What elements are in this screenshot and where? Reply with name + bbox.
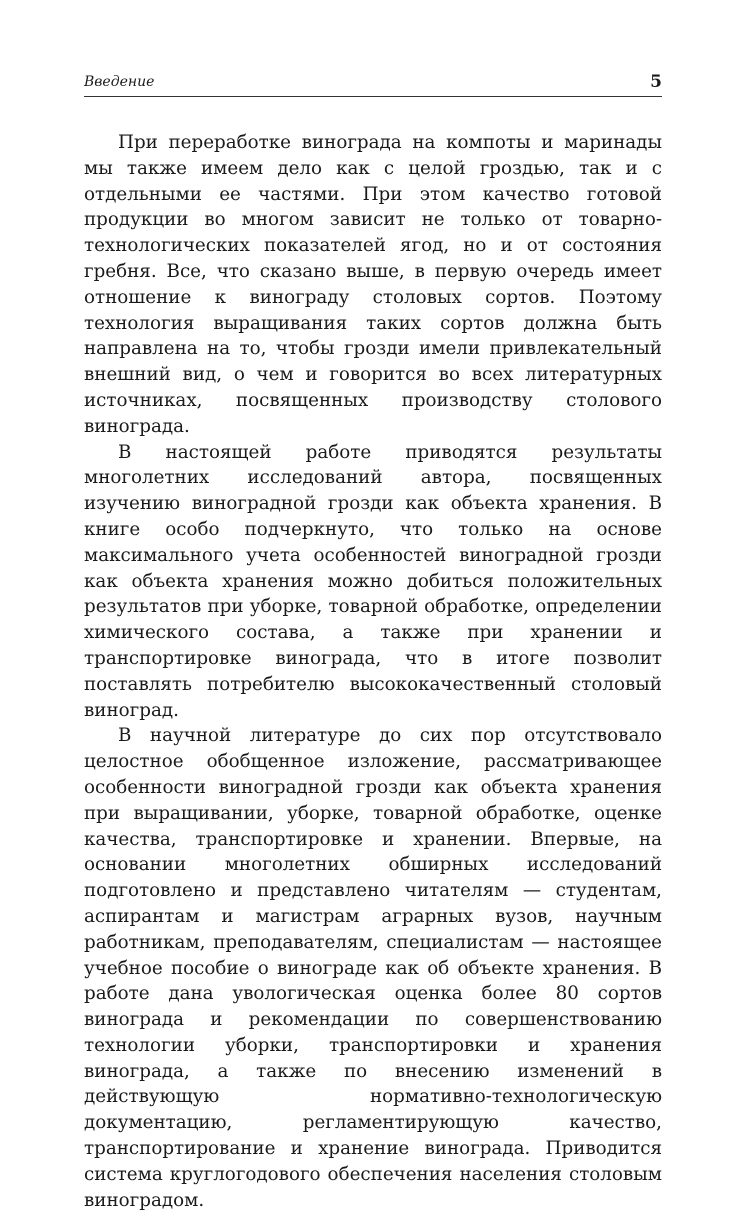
paragraph-3: В научной литературе до сих пор отсутствовало целостное обобщенное изложение, рассматривающее особенности виноградной грозди как объекта хранения при выращивании, уборке, товарной обработке, оценке качества, транспортировке и хранении. Впервые, на основании многолетних обширных исследований подготовлено и представлено читателям — студентам, аспирантам и магистрам аграрных вузов, научным работникам, преподавателям, специалистам — настоящее учебное пособие о винограде как об объекте хранения. В работе дана увологическая оценка более 80 сортов винограда и рекомендации по совершенствованию технологии уборки, транспортировки и хранения винограда, а также по внесению изменений в действующую нормативно-технологическую документацию, регламентирующую качество, транспортирование и хранение винограда. Приводится система круглогодового обеспечения населения столовым виноградом. <box>84 725 662 1211</box>
header-rule <box>84 96 662 97</box>
paragraph-1: При переработке винограда на компоты и маринады мы также имеем дело как с целой гроздью, так и с отдельными ее частями. При этом качество готовой продукции во многом зависит не только от товарно-технологических показателей ягод, но и от состояния гребня. Все, что сказано выше, в первую очередь имеет отношение к винограду столовых сортов. Поэтому технология выращивания таких сортов должна быть направлена на то, чтобы грозди имели привлекательный внешний вид, о чем и говорится во всех литературных источниках, посвященных производству столового винограда. <box>84 132 662 437</box>
body-text <box>84 130 662 1213</box>
running-head <box>84 72 662 96</box>
section-title: Введение <box>84 74 155 90</box>
page-number: 5 <box>650 72 662 92</box>
paragraph-2: В настоящей работе приводятся результаты многолетних исследований автора, посвященных изучению виноградной грозди как объекта хранения. В книге особо подчеркнуто, что только на основе максимального учета особенностей виноградной грозди как объекта хранения можно добиться положительных результатов при уборке, товарной обработке, определении химического состава, а также при хранении и транспортировке винограда, что в итоге позволит поставлять потребителю высококачественный столовый виноград. <box>84 441 662 721</box>
